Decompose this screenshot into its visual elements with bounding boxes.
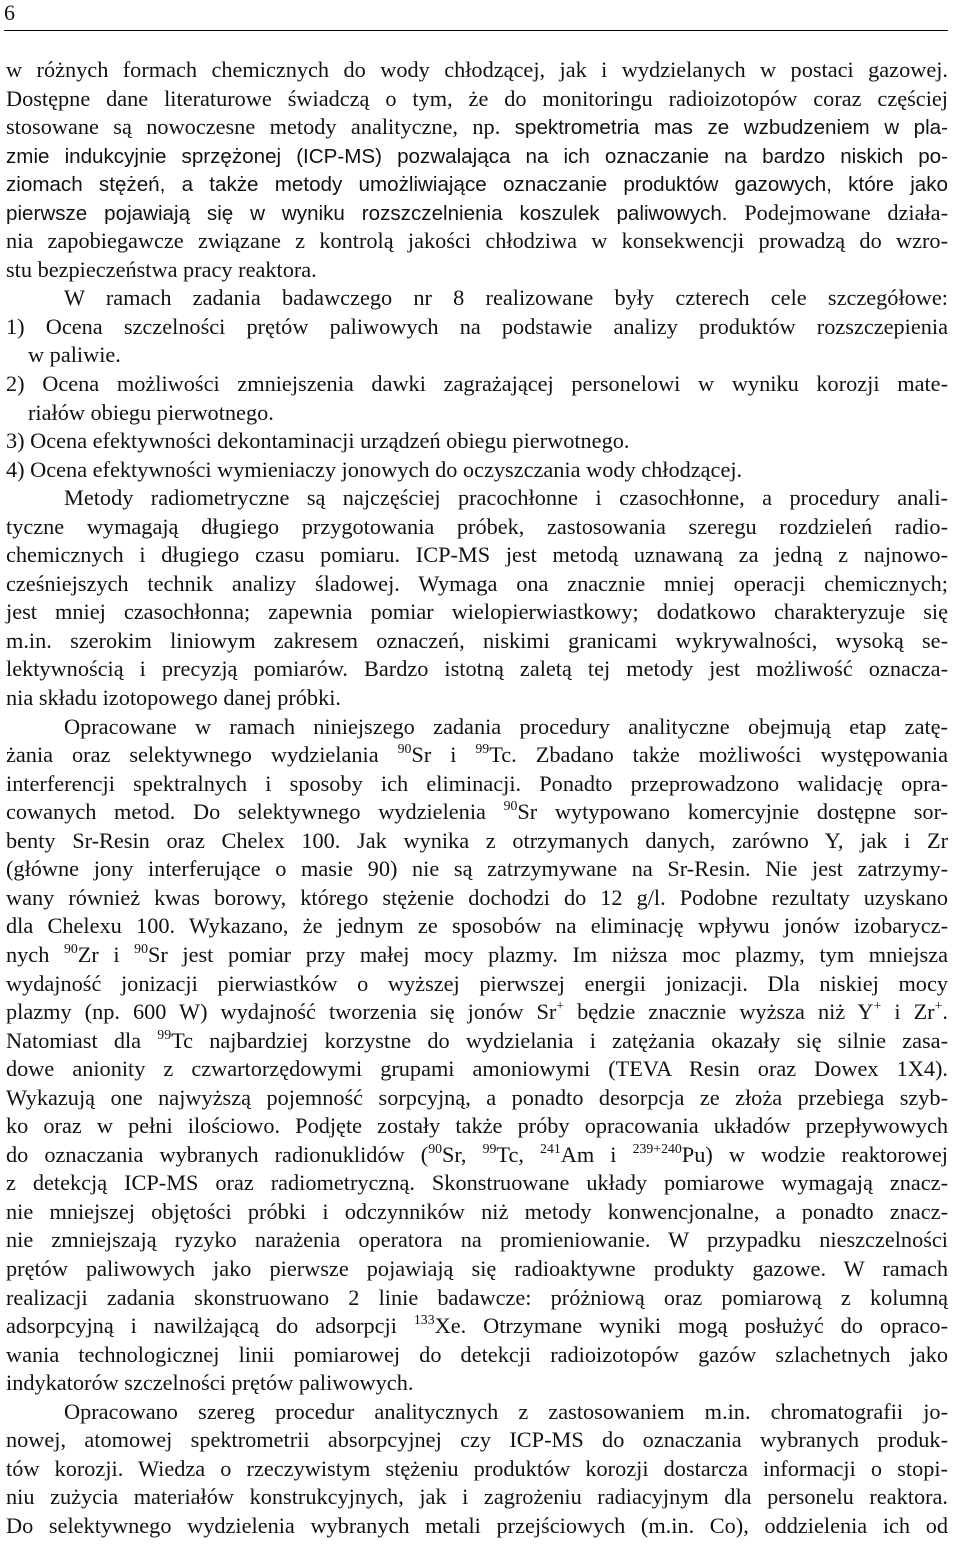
text-segment: jest mniej czasochłonna; zapewnia pomiar wielopierwiastkowy; dodatkowo charakteryzuje się: [6, 599, 948, 625]
text-line: [6, 855, 948, 884]
text-segment: Natomiast dla: [6, 1027, 158, 1053]
text-line: [6, 798, 948, 827]
superscript: 90: [63, 940, 78, 956]
text-segment: lektywnością i precyzją pomiarów. Bardzo istotną zaletą tej metody jest możliwość oznacza-: [6, 656, 948, 682]
text-segment: riałów obiegu pierwotnego.: [28, 399, 274, 425]
text-segment: Podejmowane działa-: [727, 199, 948, 225]
text-line: [6, 341, 948, 370]
text-line: [6, 1255, 948, 1284]
text-segment: m.in. szerokim liniowym zakresem oznaczeń, niskimi granicami wykrywalności, wysoką se-: [6, 627, 948, 653]
text-segment: prętów paliwowych jako pierwsze pojawiają się radioaktywne produkty gazowe. W ramach: [6, 1255, 948, 1281]
text-line: [6, 427, 948, 456]
text-line: [6, 113, 948, 142]
text-line: [6, 770, 948, 799]
text-segment: interferencji spektralnych i sposoby ich eliminacji. Ponadto przeprowadzono walidację opra-: [6, 770, 948, 796]
text-segment: Metody radiometryczne są najczęściej pracochłonne i czasochłonne, a procedury anali-: [64, 485, 948, 511]
text-segment: indykatorów szczelności prętów paliwowych.: [6, 1370, 414, 1396]
text-segment: w paliwie.: [28, 342, 121, 368]
text-segment: adsorpcyjną i nawilżającą do adsorpcji: [6, 1313, 414, 1339]
text-line: [6, 1198, 948, 1227]
text-line: [6, 85, 948, 114]
text-segment: wydajność jonizacji pierwiastków o wyższej pierwszej energii jonizacji. Dla niskiej mocy: [6, 970, 948, 996]
text-segment: ko oraz w pełni ilościowo. Podjęte zostały także próby opracowania układów przepływowych: [6, 1113, 948, 1139]
text-segment: stu bezpieczeństwa pracy reaktora.: [6, 256, 317, 282]
text-line: [6, 1398, 948, 1427]
text-line: [6, 1455, 948, 1484]
text-segment: tyczne wymagają długiego przygotowania próbek, zastosowania szeregu rozdzieleń radio-: [6, 513, 948, 539]
text-line: [6, 56, 948, 85]
text-segment: tów korozji. Wiedza o rzeczywistym stężeniu produktów korozji dostarcza informacji o stopi-: [6, 1455, 948, 1481]
text-segment: Tc,: [496, 1141, 541, 1167]
text-line: [6, 1483, 948, 1512]
text-line: [6, 399, 948, 428]
text-segment: Sr i: [411, 742, 476, 768]
superscript: 241: [540, 1140, 561, 1156]
superscript: +: [934, 998, 943, 1014]
text-line: [6, 1369, 948, 1398]
text-segment: Sr,: [442, 1141, 483, 1167]
text-segment: W ramach zadania badawczego nr 8 realizowane były czterech cele szczegółowe:: [64, 285, 948, 311]
superscript: 133: [413, 1312, 435, 1328]
text-line: [6, 1169, 948, 1198]
text-line: [6, 627, 948, 656]
text-segment: 3) Ocena efektywności dekontaminacji urządzeń obiegu pierwotnego.: [6, 428, 630, 454]
text-segment: ziomach stężeń, a także metody umożliwiające oznaczanie produktów gazowych, które jako: [6, 173, 948, 197]
text-line: [6, 1341, 948, 1370]
text-segment: wania technologicznej linii pomiarowej do detekcji radioizotopów gazów szlachetnych jako: [6, 1341, 948, 1367]
text-segment: z detekcją ICP-MS oraz radiometryczną. Skonstruowane układy pomiarowe wymagają znacz-: [6, 1170, 948, 1196]
text-segment: Tc. Zbadano także możliwości występowania: [489, 742, 949, 768]
text-line: [6, 827, 948, 856]
superscript: 99: [157, 1026, 172, 1042]
text-line: [6, 684, 948, 713]
text-line: [6, 912, 948, 941]
text-line: [6, 284, 948, 313]
text-line: [6, 1512, 948, 1541]
text-segment: do oznaczania wybranych radionuklidów (: [6, 1141, 429, 1167]
text-line: [6, 1284, 948, 1313]
text-line: [6, 1226, 948, 1255]
superscript: 99: [482, 1140, 497, 1156]
text-line: [6, 456, 948, 485]
text-line: [6, 655, 948, 684]
text-segment: nia zapobiegawcze związane z kontrolą jakości chłodziwa w konsekwencji prowadzą do wzro-: [6, 228, 948, 254]
text-segment: nie zmniejszają ryzyko narażenia operatora na promieniowanie. W przypadku nieszczelności: [6, 1227, 948, 1253]
text-segment: realizacji zadania skonstruowano 2 linie badawcze: próżniową oraz pomiarową z kolumną: [6, 1284, 948, 1310]
text-segment: Sr wytypowano komercyjnie dostępne sor-: [517, 799, 948, 825]
text-segment: cowanych metod. Do selektywnego wydzielenia: [6, 799, 504, 825]
text-segment: benty Sr-Resin oraz Chelex 100. Jak wynika z otrzymanych danych, zarówno Y, jak i Zr: [6, 827, 948, 853]
text-line: [6, 541, 948, 570]
text-segment: stosowane są nowoczesne metody analityczne, np.: [6, 114, 515, 140]
superscript: 90: [428, 1140, 442, 1156]
text-line: [6, 370, 948, 399]
text-segment: .: [942, 999, 948, 1025]
text-line: [6, 998, 948, 1027]
text-segment: Am i: [560, 1141, 633, 1167]
text-segment: pierwsze pojawiają się w wyniku rozszczelnienia koszulek paliwowych.: [6, 201, 728, 225]
text-segment: dla Chelexu 100. Wykazano, że jednym ze sposobów na eliminację wpływu jonów izobarycz-: [6, 913, 948, 939]
text-segment: wany również kwas borowy, którego stężenie dochodzi do 12 g/l. Podobne rezultaty uzyskano: [6, 884, 948, 910]
text-segment: niu zużycia materiałów konstrukcyjnych, jak i zagrożeniu radiacyjnym dla personelu reaktora.: [6, 1484, 948, 1510]
superscript: 99: [475, 741, 490, 757]
text-segment: (główne jony interferujące o masie 90) nie są zatrzymywane na Sr-Resin. Nie jest zatrzymy-: [6, 856, 948, 882]
text-segment: żania oraz selektywnego wydzielania: [6, 742, 398, 768]
text-line: [6, 1312, 948, 1341]
text-line: [6, 884, 948, 913]
superscript: 90: [503, 798, 518, 814]
text-segment: 2) Ocena możliwości zmniejszenia dawki zagrażającej personelowi w wyniku korozji mate-: [6, 371, 948, 397]
superscript: 90: [397, 741, 412, 757]
text-segment: Opracowano szereg procedur analitycznych z zastosowaniem m.in. chromatografii jo-: [64, 1398, 948, 1424]
page-number: 6: [4, 0, 15, 25]
text-segment: Tc najbardziej korzystne do wydzielania i zatężania okazały się silnie zasa-: [171, 1027, 948, 1053]
text-line: [6, 256, 948, 285]
text-line: [6, 741, 948, 770]
text-line: [6, 1084, 948, 1113]
text-line: [6, 227, 948, 256]
text-line: [6, 170, 948, 199]
superscript: +: [873, 998, 882, 1014]
superscript: 239+240: [632, 1140, 682, 1156]
text-segment: Wykazują one najwyższą pojemność sorpcyjną, a ponadto desorpcja ze złoża przebiega szyb-: [6, 1084, 948, 1110]
text-segment: Zr i: [77, 941, 135, 967]
text-segment: będzie znacznie wyższa niż Y: [564, 999, 874, 1025]
text-segment: Dostępne dane literaturowe świadczą o tym, że do monitoringu radioizotopów coraz częściej: [6, 85, 948, 111]
superscript: 90: [134, 940, 148, 956]
body-text: [6, 56, 948, 1540]
text-segment: 4) Ocena efektywności wymieniaczy jonowych do oczyszczania wody chłodzącej.: [6, 456, 743, 482]
text-segment: Do selektywnego wydzielenia wybranych metali przejściowych (m.in. Co), oddzielenia ich od: [6, 1512, 948, 1538]
text-segment: nych: [6, 941, 64, 967]
text-segment: w różnych formach chemicznych do wody chłodzącej, jak i wydzielanych w postaci gazowej.: [6, 57, 948, 82]
text-line: [6, 1027, 948, 1056]
text-line: [6, 570, 948, 599]
text-segment: nowej, atomowej spektrometrii absorpcyjnej czy ICP-MS do oznaczania wybranych produk-: [6, 1427, 948, 1453]
text-segment: dowe anionity z czwartorzędowymi grupami amoniowymi (TEVA Resin oraz Dowex 1X4).: [6, 1056, 948, 1082]
text-line: [6, 941, 948, 970]
text-segment: spektrometria mas ze wzbudzeniem w pla-: [514, 116, 948, 140]
text-line: [6, 199, 948, 228]
text-line: [6, 1055, 948, 1084]
text-segment: 1) Ocena szczelności prętów paliwowych na podstawie analizy produktów rozszczepienia: [6, 313, 948, 339]
text-line: [6, 484, 948, 513]
text-segment: i Zr: [881, 999, 935, 1025]
text-segment: Opracowane w ramach niniejszego zadania procedury analityczne obejmują etap zatę-: [64, 713, 948, 739]
text-line: [6, 970, 948, 999]
text-line: [6, 142, 948, 171]
text-segment: Xe. Otrzymane wyniki mogą posłużyć do opraco-: [434, 1313, 948, 1339]
text-line: [6, 313, 948, 342]
text-line: [6, 513, 948, 542]
text-line: [6, 598, 948, 627]
text-segment: Sr jest pomiar przy małej mocy plazmy. Im niższa moc plazmy, tym mniejsza: [147, 941, 948, 967]
text-line: [6, 713, 948, 742]
text-segment: nia składu izotopowego danej próbki.: [6, 685, 341, 711]
text-segment: Pu) w wodzie reaktorowej: [681, 1141, 948, 1167]
superscript: +: [556, 998, 565, 1014]
text-segment: cześniejszych technik analizy śladowej. Wymaga ona znacznie mniej operacji chemicznych;: [6, 570, 948, 596]
text-line: [6, 1426, 948, 1455]
text-segment: chemicznych i długiego czasu pomiaru. ICP-MS jest metodą uznawaną za jedną z najnowo-: [6, 542, 948, 568]
text-segment: zmie indukcyjnie sprzężonej (ICP-MS) pozwalająca na ich oznaczanie na bardzo niskich po-: [6, 144, 948, 168]
text-line: [6, 1141, 948, 1170]
header-rule: [4, 30, 948, 31]
text-line: [6, 1112, 948, 1141]
text-segment: plazmy (np. 600 W) wydajność tworzenia się jonów Sr: [6, 999, 557, 1025]
text-segment: nie mniejszej objętości próbki i odczynników niż metody konwencjonalne, a ponadto znacz-: [6, 1198, 948, 1224]
